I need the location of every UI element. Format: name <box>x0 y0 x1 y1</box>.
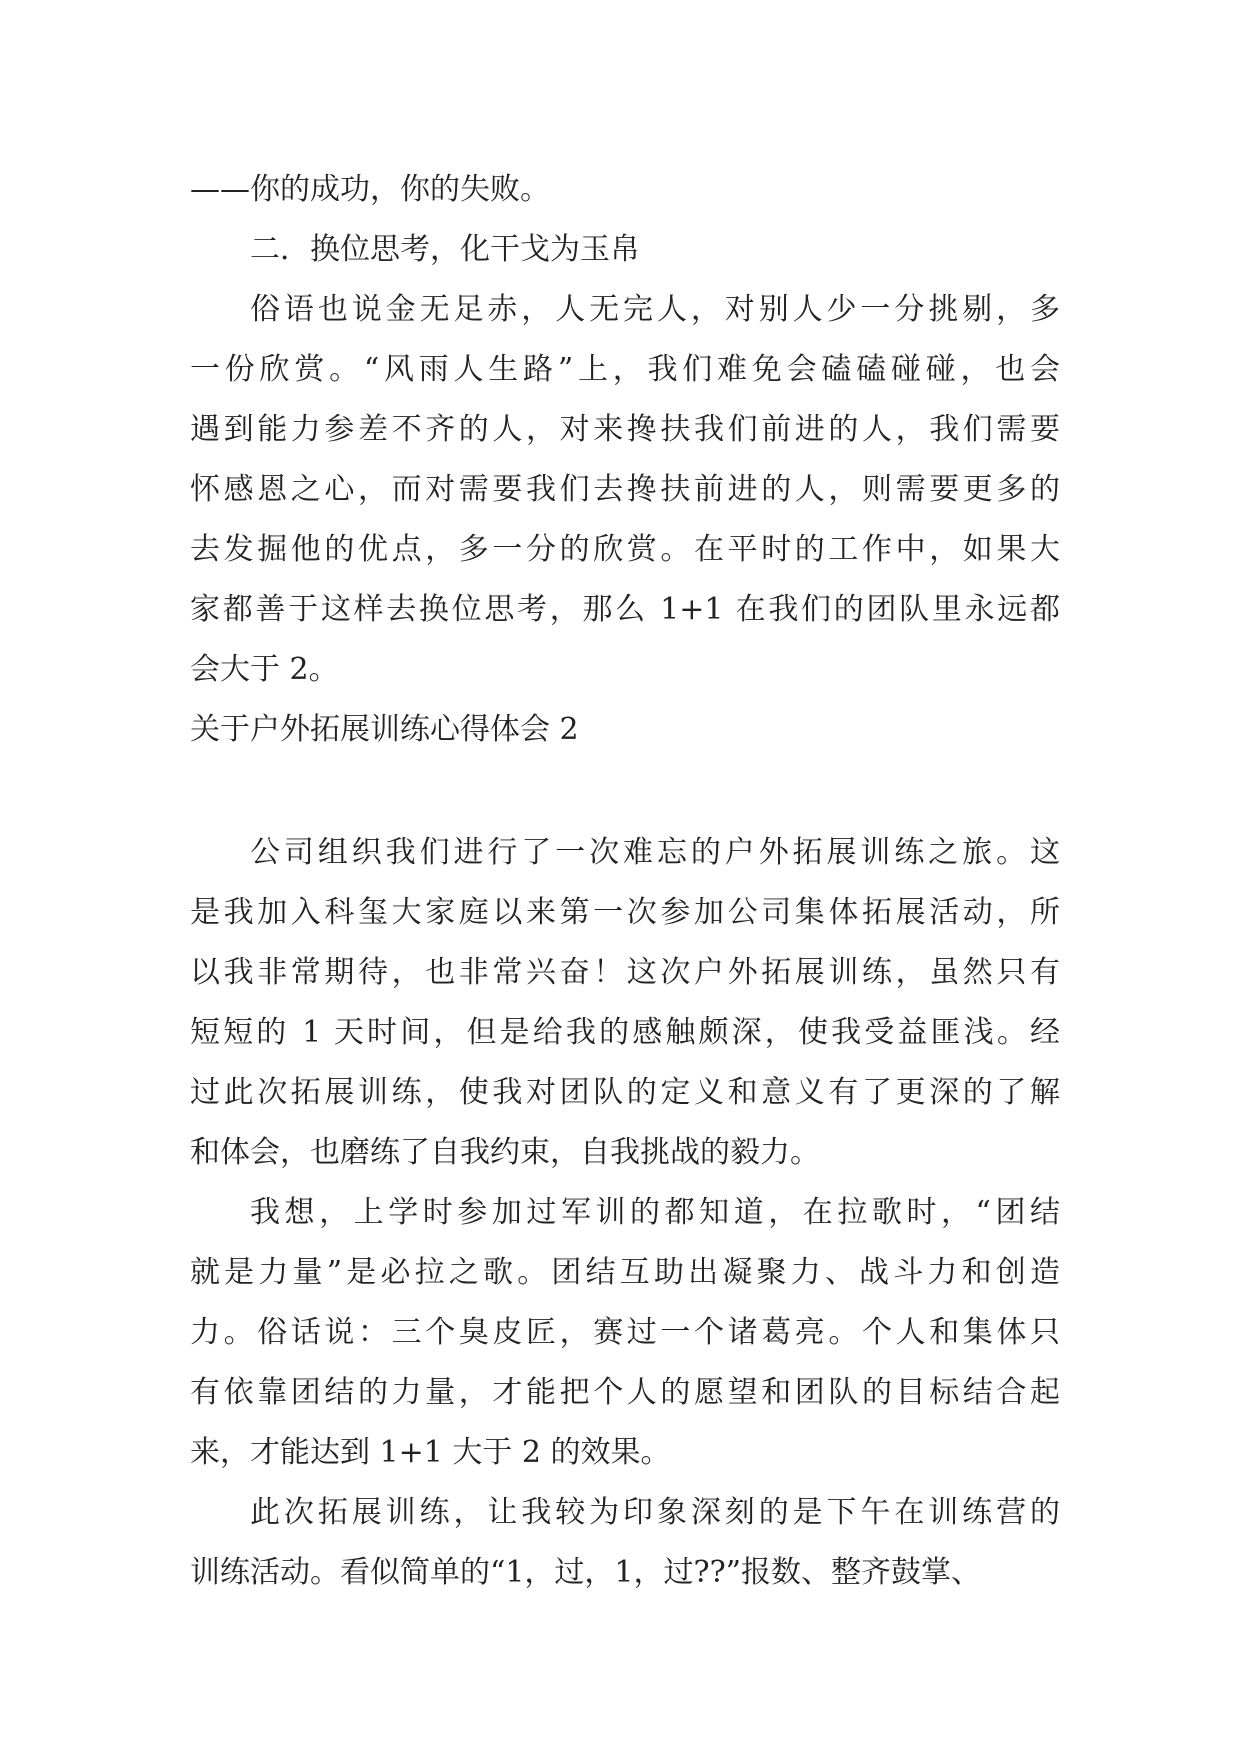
text-line: 来，才能达到 1+1 大于 2 的效果。 <box>190 1435 671 1470</box>
text-line: 就是力量”是必拉之歌。团结互助出凝聚力、战斗力和创造 <box>190 1255 1060 1290</box>
paragraph <box>190 823 1060 1183</box>
text-line: 怀感恩之心，而对需要我们去搀扶前进的人，则需要更多的 <box>190 472 1060 507</box>
text-line: ——你的成功，你的失败。 <box>190 172 550 207</box>
text-line: 公司组织我们进行了一次难忘的户外拓展训练之旅。这 <box>250 835 1060 870</box>
paragraph <box>190 1183 1060 1483</box>
text-line: 遇到能力参差不齐的人，对来搀扶我们前进的人，我们需要 <box>190 412 1060 447</box>
text-line: 过此次拓展训练，使我对团队的定义和意义有了更深的了解 <box>190 1075 1060 1110</box>
text-line: 此次拓展训练，让我较为印象深刻的是下午在训练营的 <box>250 1495 1060 1530</box>
text-line: 关于户外拓展训练心得体会 2 <box>190 712 579 747</box>
text-line: 训练活动。看似简单的“1，过，1，过??”报数、整齐鼓掌、 <box>190 1555 982 1590</box>
text-line: 是我加入科玺大家庭以来第一次参加公司集体拓展活动，所 <box>190 895 1060 930</box>
document-body <box>190 160 1060 1603</box>
blank-gap <box>190 760 1060 823</box>
paragraph <box>190 1483 1060 1603</box>
text-line: 二．换位思考，化干戈为玉帛 <box>250 232 640 267</box>
text-line: 和体会，也磨练了自我约束，自我挑战的毅力。 <box>190 1135 820 1170</box>
text-line: 力。俗话说：三个臭皮匠，赛过一个诸葛亮。个人和集体只 <box>190 1315 1060 1350</box>
section-title <box>190 700 1060 760</box>
text-line: 有依靠团结的力量，才能把个人的愿望和团队的目标结合起 <box>190 1375 1060 1410</box>
text-line: 短短的 1 天时间，但是给我的感触颇深，使我受益匪浅。经 <box>190 1015 1060 1050</box>
text-line: 以我非常期待，也非常兴奋！这次户外拓展训练，虽然只有 <box>190 955 1060 990</box>
paragraph <box>190 220 1060 280</box>
paragraph <box>190 280 1060 700</box>
text-line: 去发掘他的优点，多一分的欣赏。在平时的工作中，如果大 <box>190 532 1060 567</box>
text-line: 会大于 2。 <box>190 652 339 687</box>
text-line: 俗语也说金无足赤，人无完人，对别人少一分挑剔，多 <box>250 292 1060 327</box>
paragraph <box>190 160 1060 220</box>
text-line: 我想，上学时参加过军训的都知道，在拉歌时，“团结 <box>250 1195 1060 1230</box>
text-line: 家都善于这样去换位思考，那么 1+1 在我们的团队里永远都 <box>190 592 1060 627</box>
text-line: 一份欣赏。“风雨人生路”上，我们难免会磕磕碰碰，也会 <box>190 352 1060 387</box>
